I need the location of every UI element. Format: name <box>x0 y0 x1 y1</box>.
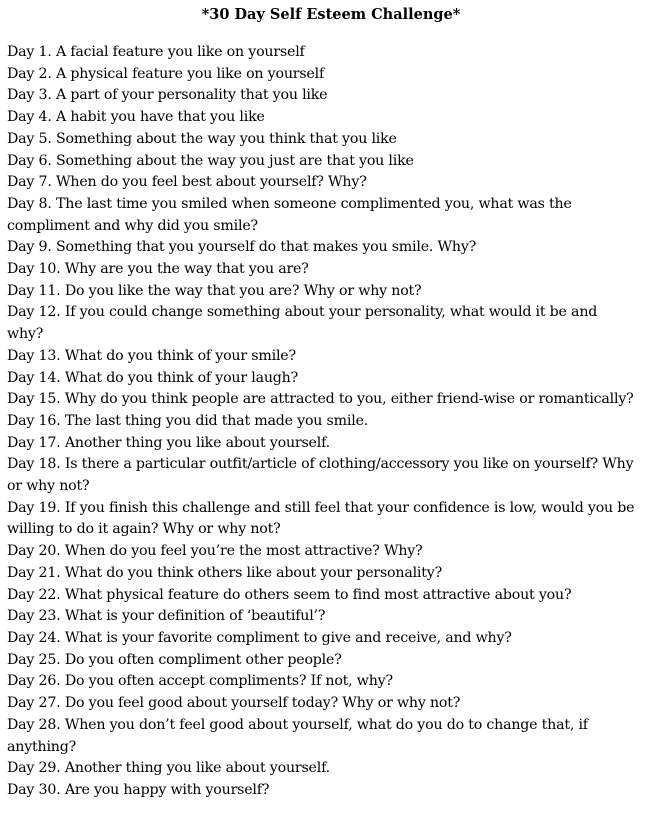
challenge-list <box>7 42 635 802</box>
day-item: Day 18. Is there a particular outfit/article of clothing/accessory you like on yourself? Why or why not? <box>7 456 634 495</box>
day-item: Day 6. Something about the way you just are that you like <box>7 152 414 169</box>
day-item: Day 8. The last time you smiled when someone complimented you, what was the compliment and why did you smile? <box>7 195 572 234</box>
day-item: Day 5. Something about the way you think that you like <box>7 130 397 147</box>
day-item: Day 7. When do you feel best about yourself? Why? <box>7 174 367 191</box>
day-item: Day 15. Why do you think people are attracted to you, either friend-wise or romantically? <box>7 391 634 408</box>
day-item: Day 10. Why are you the way that you are? <box>7 261 309 278</box>
day-item: Day 12. If you could change something about your personality, what would it be and why? <box>7 304 598 343</box>
day-item: Day 24. What is your favorite compliment to give and receive, and why? <box>7 629 512 646</box>
day-item: Day 22. What physical feature do others seem to find most attractive about you? <box>7 586 572 603</box>
day-item: Day 3. A part of your personality that you like <box>7 87 328 104</box>
day-item: Day 2. A physical feature you like on yourself <box>7 65 325 82</box>
day-item: Day 14. What do you think of your laugh? <box>7 369 299 386</box>
day-item: Day 23. What is your definition of ‘beautiful’? <box>7 608 326 625</box>
day-item: Day 25. Do you often compliment other people? <box>7 651 342 668</box>
day-item: Day 29. Another thing you like about yourself. <box>7 760 330 777</box>
day-item: Day 21. What do you think others like about your personality? <box>7 564 442 581</box>
day-item: Day 19. If you finish this challenge and still feel that your confidence is low, would you be willing to do it again? Why or why not? <box>7 499 635 538</box>
day-item: Day 20. When do you feel you’re the most attractive? Why? <box>7 543 423 560</box>
day-item: Day 30. Are you happy with yourself? <box>7 781 270 798</box>
day-item: Day 27. Do you feel good about yourself today? Why or why not? <box>7 695 461 712</box>
day-item: Day 13. What do you think of your smile? <box>7 347 296 364</box>
day-item: Day 1. A facial feature you like on yourself <box>7 44 305 60</box>
day-item: Day 28. When you don’t feel good about yourself, what do you do to change that, if anything? <box>7 716 588 755</box>
document-title: *30 Day Self Esteem Challenge* <box>201 6 461 23</box>
day-item: Day 17. Another thing you like about yourself. <box>7 434 330 451</box>
day-item: Day 9. Something that you yourself do that makes you smile. Why? <box>7 239 477 256</box>
day-item: Day 4. A habit you have that you like <box>7 109 265 126</box>
day-item: Day 16. The last thing you did that made you smile. <box>7 412 369 429</box>
day-item: Day 26. Do you often accept compliments? If not, why? <box>7 673 393 690</box>
day-item: Day 11. Do you like the way that you are? Why or why not? <box>7 282 422 299</box>
